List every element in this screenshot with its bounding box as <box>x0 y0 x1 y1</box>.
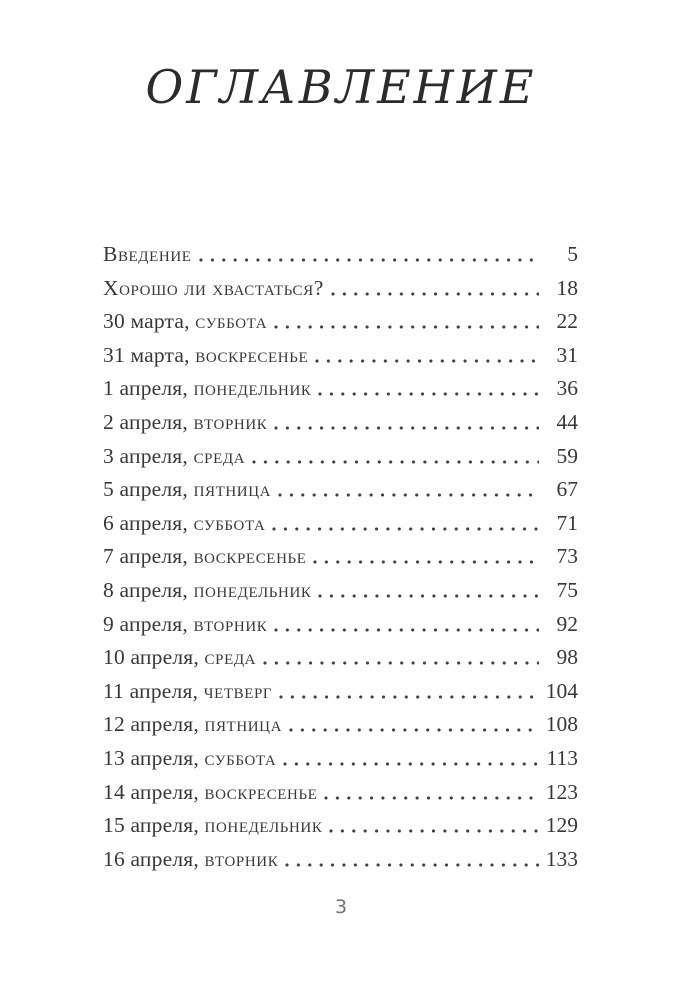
toc-entry-label <box>103 746 276 771</box>
toc-entry-label <box>103 612 267 637</box>
toc-entry-page-number: 75 <box>556 577 578 602</box>
toc-entry-label <box>103 780 317 805</box>
toc-entry-date-text: 11 апреля, <box>103 678 204 703</box>
dot-leader <box>274 628 539 632</box>
toc-entry-label <box>103 578 311 603</box>
toc-entry-label <box>103 813 322 838</box>
toc-entry-label <box>103 511 265 536</box>
toc-entry-label <box>103 376 311 401</box>
dot-leader <box>278 493 539 497</box>
toc-entry-date-text: 12 апреля, <box>103 712 205 737</box>
toc-entry-date-text: 5 апреля, <box>103 477 194 502</box>
page-number: 3 <box>334 896 348 918</box>
toc-entry-label <box>103 847 278 872</box>
toc-entry-date-text: 3 апреля, <box>103 443 194 468</box>
dot-leader <box>274 426 539 430</box>
toc-entry <box>103 847 578 881</box>
toc-entry-page-number: 113 <box>546 745 578 770</box>
toc-entry-smallcaps-text: суббота <box>193 510 266 535</box>
toc-entry-page-number: 36 <box>556 376 578 401</box>
toc-entry-date-text: 16 апреля, <box>103 846 205 871</box>
toc-entry-page-number: 71 <box>556 510 578 535</box>
toc-entry-page-number: 92 <box>556 611 578 636</box>
toc-entry-smallcaps-text: суббота <box>204 745 277 770</box>
toc-entry <box>103 679 578 713</box>
toc-entry-date-text: 8 апреля, <box>103 577 194 602</box>
toc-entry-label <box>103 712 282 737</box>
toc-entry-smallcaps-text: понедельник <box>204 813 323 838</box>
toc-list <box>103 242 578 880</box>
dot-leader <box>272 527 539 531</box>
toc-entry <box>103 410 578 444</box>
toc-entry-page-number: 108 <box>545 712 578 737</box>
toc-entry-label <box>103 477 271 502</box>
dot-leader <box>329 829 539 833</box>
toc-entry-date-text: 6 апреля, <box>103 510 194 535</box>
toc-entry-smallcaps-text: воскресенье <box>193 544 307 569</box>
dot-leader <box>199 258 539 262</box>
toc-entry-page-number: 104 <box>545 678 578 703</box>
dot-leader <box>318 594 539 598</box>
toc-entry-date-text: 7 апреля, <box>103 544 194 569</box>
toc-entry-smallcaps-text: понедельник <box>193 577 312 602</box>
toc-entry-page-number: 59 <box>556 443 578 468</box>
dot-leader <box>263 661 539 665</box>
toc-entry <box>103 309 578 343</box>
dot-leader <box>279 695 539 699</box>
toc-entry-page-number: 18 <box>556 275 578 300</box>
dot-leader <box>283 762 539 766</box>
toc-entry-label <box>103 242 192 267</box>
toc-entry-label <box>103 444 245 469</box>
toc-entry-smallcaps-text: понедельник <box>193 376 312 401</box>
toc-entry-page-number: 5 <box>567 242 578 266</box>
toc-entry-label <box>103 410 267 435</box>
dot-leader <box>289 728 539 732</box>
dot-leader <box>252 460 539 464</box>
toc-entry <box>103 578 578 612</box>
toc-entry-page-number: 98 <box>556 645 578 670</box>
toc-entry-smallcaps-text: вторник <box>193 409 268 434</box>
toc-entry-smallcaps-text: пятница <box>204 712 283 737</box>
toc-entry <box>103 645 578 679</box>
dot-leader <box>324 796 539 800</box>
toc-entry-smallcaps-text: пятница <box>193 477 272 502</box>
toc-entry-date-text: 14 апреля, <box>103 779 205 804</box>
toc-entry-page-number: 22 <box>556 309 578 334</box>
dot-leader <box>313 560 539 564</box>
page-title: ОГЛАВЛЕНИЕ <box>145 60 537 114</box>
toc-entry-page-number: 31 <box>556 342 578 367</box>
toc-entry-smallcaps-text: воскресенье <box>195 342 309 367</box>
toc-entry-date-text: 31 марта, <box>103 342 196 367</box>
toc-entry-smallcaps-text: среда <box>193 443 246 468</box>
toc-entry <box>103 746 578 780</box>
toc-entry-page-number: 44 <box>556 409 578 434</box>
toc-entry <box>103 242 578 276</box>
toc-entry-label <box>103 679 272 704</box>
toc-entry-page-number: 133 <box>545 846 578 871</box>
toc-entry-date-text: 1 апреля, <box>103 376 194 401</box>
toc-entry <box>103 813 578 847</box>
toc-entry-page-number: 67 <box>556 477 578 502</box>
dot-leader <box>315 359 539 363</box>
toc-entry-label <box>103 544 306 569</box>
toc-entry <box>103 780 578 814</box>
toc-entry-date-text: 10 апреля, <box>103 645 205 670</box>
toc-entry <box>103 511 578 545</box>
toc-entry <box>103 376 578 410</box>
toc-entry-label <box>103 645 256 670</box>
toc-entry-date-text: 9 апреля, <box>103 611 194 636</box>
toc-entry <box>103 276 578 310</box>
toc-entry-smallcaps-text: вторник <box>204 846 279 871</box>
toc-entry-smallcaps-text: Введение <box>103 242 192 266</box>
toc-entry-date-text: 15 апреля, <box>103 813 205 838</box>
toc-entry-smallcaps-text: среда <box>204 645 257 670</box>
toc-entry <box>103 612 578 646</box>
toc-entry-page-number: 123 <box>545 779 578 804</box>
toc-entry <box>103 477 578 511</box>
toc-entry-page-number: 129 <box>545 813 578 838</box>
toc-entry-smallcaps-text: вторник <box>193 611 268 636</box>
toc-entry-page-number: 73 <box>556 544 578 569</box>
toc-entry-label <box>103 276 324 301</box>
toc-entry-date-text: 2 апреля, <box>103 409 194 434</box>
toc-entry <box>103 712 578 746</box>
toc-entry-smallcaps-text: Хорошо ли хвастаться? <box>103 275 324 300</box>
toc-entry-smallcaps-text: воскресенье <box>204 779 318 804</box>
toc-entry <box>103 343 578 377</box>
toc-entry-smallcaps-text: суббота <box>195 309 268 334</box>
toc-entry-date-text: 30 марта, <box>103 309 196 334</box>
toc-entry <box>103 544 578 578</box>
toc-entry-smallcaps-text: четверг <box>203 678 273 703</box>
dot-leader <box>318 392 539 396</box>
dot-leader <box>285 863 539 867</box>
toc-entry <box>103 444 578 478</box>
dot-leader <box>274 325 539 329</box>
toc-entry-label <box>103 309 267 334</box>
toc-entry-label <box>103 343 308 368</box>
toc-entry-date-text: 13 апреля, <box>103 745 205 770</box>
dot-leader <box>331 292 539 296</box>
